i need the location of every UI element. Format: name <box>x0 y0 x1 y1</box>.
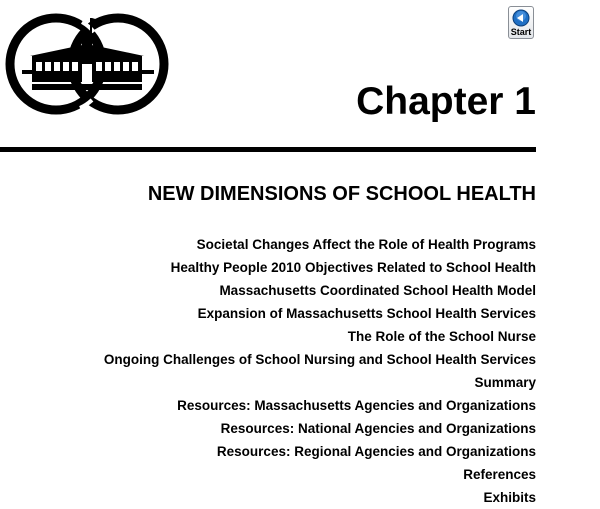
toc-link-resources-massachusetts[interactable]: Resources: Massachusetts Agencies and Organizations <box>177 398 536 413</box>
logo-graphic <box>2 4 174 122</box>
toc-link-resources-national[interactable]: Resources: National Agencies and Organizations <box>220 421 536 436</box>
title-divider <box>0 147 536 152</box>
toc-link-expansion-of-services[interactable]: Expansion of Massachusetts School Health Services <box>197 306 536 321</box>
start-button[interactable] <box>508 6 534 39</box>
toc-link-resources-regional[interactable]: Resources: Regional Agencies and Organizations <box>216 444 536 459</box>
schoolhouse-rings-logo <box>2 4 174 122</box>
toc-link-summary[interactable]: Summary <box>474 375 536 390</box>
toc-link-role-of-school-nurse[interactable]: The Role of the School Nurse <box>347 329 536 344</box>
start-button-label: Start <box>510 27 532 37</box>
toc-link-references[interactable]: References <box>463 467 536 482</box>
back-arrow-icon <box>512 9 530 27</box>
toc-link-societal-changes[interactable]: Societal Changes Affect the Role of Health Programs <box>196 237 536 252</box>
toc-link-healthy-people-2010[interactable]: Healthy People 2010 Objectives Related to School Health <box>170 260 536 275</box>
toc-link-ongoing-challenges[interactable]: Ongoing Challenges of School Nursing and School Health Services <box>103 352 536 367</box>
table-of-contents <box>104 233 536 509</box>
toc-link-coordinated-school-health-model[interactable]: Massachusetts Coordinated School Health Model <box>219 283 536 298</box>
toc-link-exhibits[interactable]: Exhibits <box>483 490 536 505</box>
chapter-title: Chapter 1 <box>356 80 536 123</box>
section-title: NEW DIMENSIONS OF SCHOOL HEALTH <box>147 183 536 205</box>
